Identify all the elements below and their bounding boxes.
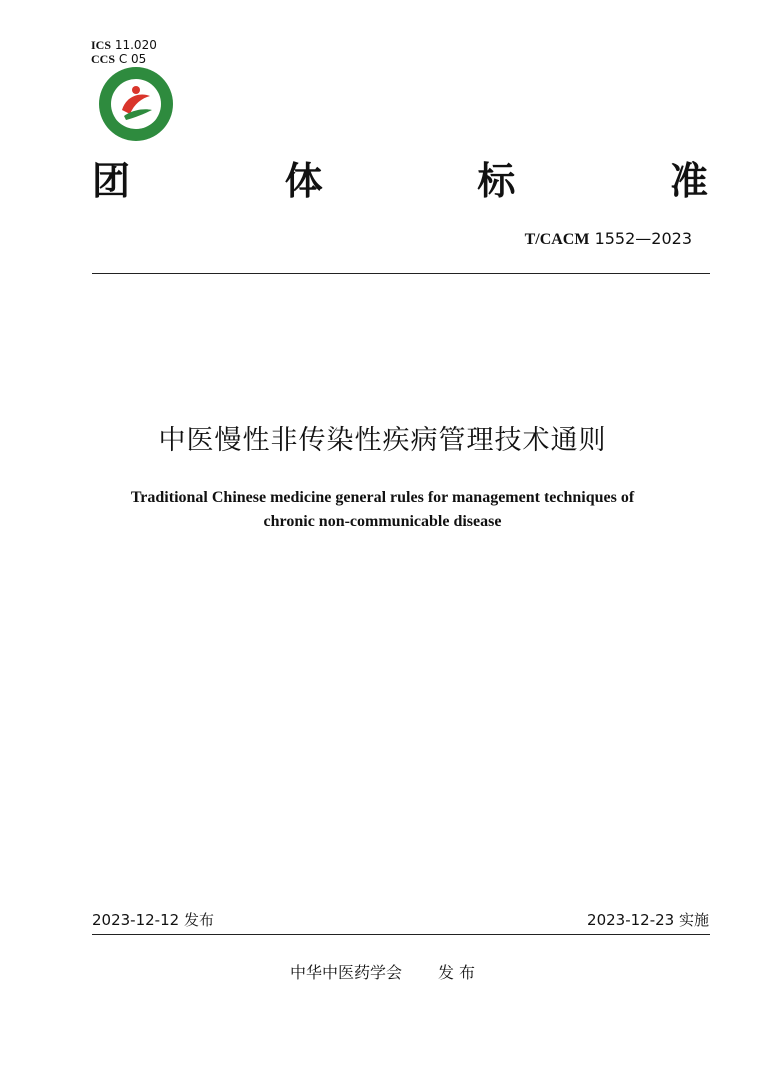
divider-bottom [92, 934, 710, 935]
classification-codes [91, 38, 157, 66]
ics-code: ICS 11.020 [91, 38, 157, 52]
publish-word: 发 布 [437, 963, 476, 982]
divider-top [92, 273, 710, 274]
publisher-name: 中华中医药学会 [289, 963, 402, 982]
ccs-code: CCS C 05 [91, 52, 147, 66]
title-english-line: Traditional Chinese medicine general rules for management techniques of [130, 489, 635, 506]
title-english-line: chronic non-communicable disease [263, 513, 502, 530]
implementation-date: 2023-12-23 实施 [587, 911, 709, 929]
standard-type-heading [92, 150, 710, 205]
title-english [0, 486, 765, 534]
standard-type-char: 团 [92, 159, 133, 203]
publisher-line [0, 960, 765, 983]
cacm-emblem-icon [98, 66, 174, 142]
issue-date: 2023-12-12 发布 [92, 911, 214, 929]
title-chinese: 中医慢性非传染性疾病管理技术通则 [158, 425, 607, 456]
standard-number: T/CACM 1552—2023 [524, 229, 692, 248]
standard-type-char: 标 [477, 159, 518, 203]
standard-type-char: 体 [284, 159, 325, 203]
standard-type-char: 准 [669, 159, 710, 203]
